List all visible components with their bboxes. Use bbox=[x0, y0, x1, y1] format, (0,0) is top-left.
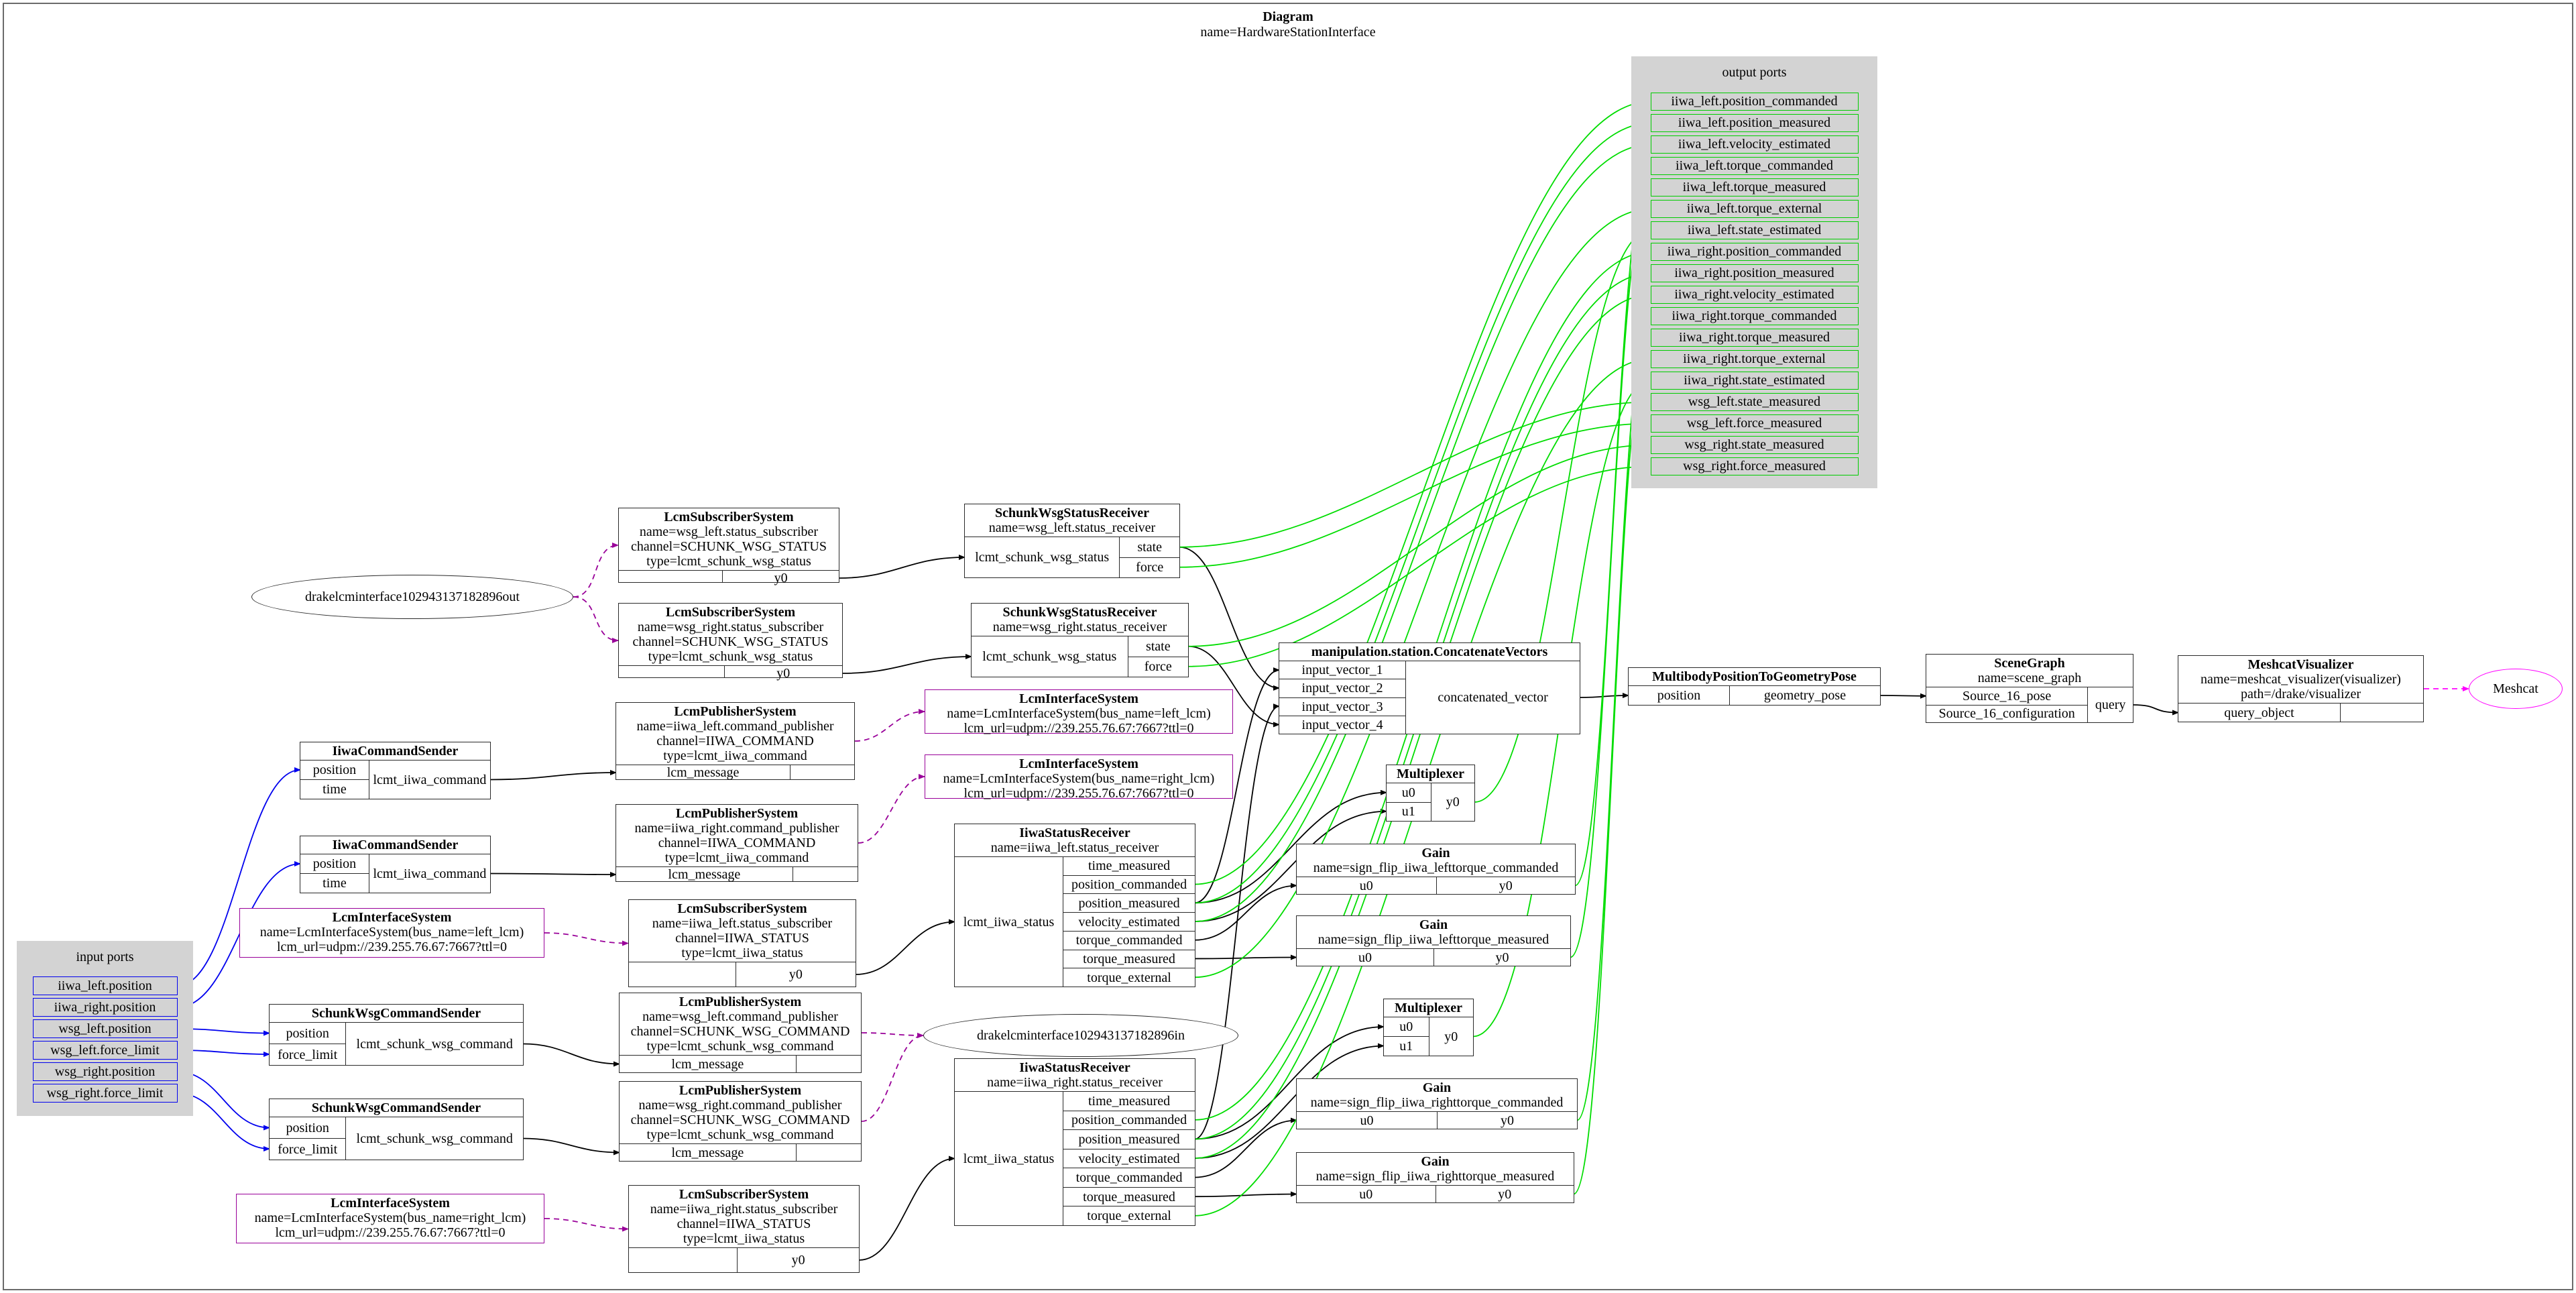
edge-black bbox=[523, 1044, 620, 1064]
input-ports-port-item: wsg_right.force_limit bbox=[33, 1084, 178, 1103]
input-port-lcm_message: lcm_message bbox=[671, 1145, 744, 1160]
output-ports-panel-label: output ports bbox=[1722, 65, 1787, 80]
node-title: IiwaStatusReceiver bbox=[1019, 1060, 1130, 1075]
node-subtitle: channel=IIWA_STATUS bbox=[675, 931, 809, 946]
node-iiwa_left_recv bbox=[954, 824, 1195, 987]
edge-green bbox=[1179, 424, 1651, 567]
node-header bbox=[972, 604, 1188, 636]
output-port-state: state bbox=[1137, 539, 1163, 555]
edge-black bbox=[856, 922, 955, 975]
node-iiwa_cmd_sender_r bbox=[300, 836, 491, 893]
input-port-u1: u1 bbox=[1384, 1036, 1429, 1056]
node-title: Gain bbox=[1421, 846, 1450, 860]
node-subtitle: name=LcmInterfaceSystem(bus_name=left_lcm) bbox=[259, 925, 524, 940]
output-port-torque_external: torque_external bbox=[1063, 1206, 1195, 1225]
output-port-position_measured: position_measured bbox=[1063, 1129, 1195, 1149]
edge-black bbox=[1880, 695, 1926, 696]
node-header bbox=[240, 909, 544, 956]
node-subtitle: name=scene_graph bbox=[1977, 671, 2082, 685]
node-title: LcmPublisherSystem bbox=[674, 704, 797, 719]
edge-purple bbox=[855, 712, 925, 741]
node-header bbox=[1629, 668, 1880, 685]
node-subtitle: name=sign_flip_iiwa_lefttorque_commanded bbox=[1313, 860, 1559, 875]
input-port-u0: u0 bbox=[1359, 1186, 1373, 1202]
input-port-u0: u0 bbox=[1359, 878, 1373, 893]
output-ports-port-item: wsg_right.state_measured bbox=[1651, 436, 1859, 454]
node-title: manipulation.station.ConcatenateVectors bbox=[1311, 644, 1548, 659]
node-header bbox=[1297, 916, 1570, 948]
output-ports-port-item: iiwa_left.torque_measured bbox=[1651, 178, 1859, 196]
input-port-time: time bbox=[300, 779, 369, 799]
node-header bbox=[270, 1099, 523, 1117]
input-ports-port-item: wsg_right.position bbox=[33, 1062, 178, 1081]
node-subtitle: type=lcmt_iiwa_status bbox=[683, 1231, 805, 1246]
node-title: IiwaCommandSender bbox=[332, 838, 459, 852]
input-port-input_vector_4: input_vector_4 bbox=[1279, 716, 1405, 734]
input-port-input_vector_1: input_vector_1 bbox=[1301, 663, 1383, 678]
ellipse-ell_out: drakelcminterface102943137182896out bbox=[251, 575, 573, 619]
node-subtitle: lcm_url=udpm://239.255.76.67:7667?ttl=0 bbox=[275, 1225, 506, 1240]
output-port-y0: y0 bbox=[776, 666, 791, 681]
node-subtitle: lcm_url=udpm://239.255.76.67:7667?ttl=0 bbox=[963, 786, 1194, 801]
node-header bbox=[270, 1005, 523, 1022]
node-title: SceneGraph bbox=[1994, 656, 2065, 671]
node-subtitle: name=wsg_left.command_publisher bbox=[642, 1009, 838, 1024]
node-header bbox=[300, 742, 490, 760]
input-ports-panel bbox=[17, 941, 193, 1116]
edge-black bbox=[490, 773, 616, 780]
node-title: IiwaStatusReceiver bbox=[1019, 826, 1130, 840]
edge-black bbox=[1195, 1121, 1297, 1178]
node-wsg_cmd_sender_l bbox=[269, 1004, 524, 1066]
output-port-time_measured: time_measured bbox=[1088, 858, 1171, 874]
output-port-velocity_estimated: velocity_estimated bbox=[1063, 912, 1195, 931]
output-port-lcmt_iiwa_command: lcmt_iiwa_command bbox=[373, 866, 487, 881]
node-subtitle: name=sign_flip_iiwa_lefttorque_measured bbox=[1318, 932, 1549, 947]
edge-black bbox=[2133, 705, 2178, 713]
node-title: LcmSubscriberSystem bbox=[679, 1187, 809, 1202]
node-mux_r bbox=[1383, 999, 1474, 1056]
input-port-position: position bbox=[286, 1025, 329, 1041]
edge-black bbox=[1580, 695, 1629, 697]
node-title: LcmSubscriberSystem bbox=[677, 901, 807, 916]
input-port-lcm_message: lcm_message bbox=[668, 867, 741, 882]
node-subtitle: name=wsg_right.status_subscriber bbox=[637, 620, 824, 634]
node-header bbox=[629, 1186, 859, 1247]
node-header bbox=[955, 824, 1195, 856]
node-header bbox=[2178, 656, 2423, 703]
node-subtitle: name=wsg_right.status_receiver bbox=[992, 620, 1167, 634]
edge-black bbox=[859, 1159, 955, 1261]
node-title: LcmInterfaceSystem bbox=[331, 1196, 450, 1211]
node-gain_l_cmd bbox=[1296, 844, 1576, 895]
node-wsg_right_sub bbox=[618, 603, 843, 681]
output-port-geometry_pose: geometry_pose bbox=[1763, 688, 1847, 703]
node-subtitle: channel=SCHUNK_WSG_STATUS bbox=[632, 634, 829, 649]
node-subtitle: type=lcmt_schunk_wsg_command bbox=[646, 1127, 834, 1142]
output-port-lcmt_schunk_wsg_command: lcmt_schunk_wsg_command bbox=[356, 1036, 513, 1052]
ellipse-meshcat_ell: Meshcat bbox=[2469, 669, 2563, 709]
input-port-position: position bbox=[312, 856, 357, 871]
edge-purple bbox=[862, 1033, 923, 1035]
node-gain_r_meas bbox=[1296, 1152, 1574, 1203]
diagram-title-line2: name=HardwareStationInterface bbox=[1200, 25, 1376, 40]
node-iiwa_cmd_sender_l bbox=[300, 742, 491, 799]
node-title: LcmInterfaceSystem bbox=[332, 910, 452, 925]
input-port-u0: u0 bbox=[1360, 1113, 1374, 1128]
edge-black bbox=[1195, 886, 1297, 940]
input-port-u1: u1 bbox=[1387, 802, 1431, 822]
input-port-position: position bbox=[1657, 688, 1701, 703]
node-header bbox=[616, 805, 858, 866]
edge-purple bbox=[544, 1219, 628, 1229]
node-header bbox=[1279, 643, 1580, 661]
node-subtitle: channel=IIWA_COMMAND bbox=[658, 836, 816, 850]
node-gain_l_meas bbox=[1296, 915, 1571, 966]
output-port-concatenated_vector: concatenated_vector bbox=[1438, 690, 1548, 705]
node-header bbox=[1297, 1079, 1577, 1111]
node-iiwa_left_pub bbox=[616, 702, 855, 780]
input-port-lcm_message: lcm_message bbox=[666, 765, 740, 780]
edge-green bbox=[1188, 445, 1651, 646]
input-port-input_vector_2: input_vector_2 bbox=[1279, 679, 1405, 697]
output-port-position_commanded: position_commanded bbox=[1063, 1111, 1195, 1130]
node-subtitle: name=meshcat_visualizer(visualizer) bbox=[2201, 672, 2401, 687]
node-wsg_left_sub bbox=[618, 508, 839, 583]
node-mux_l bbox=[1386, 765, 1475, 822]
node-subtitle: channel=SCHUNK_WSG_COMMAND bbox=[630, 1024, 850, 1039]
node-title: SchunkWsgStatusReceiver bbox=[1002, 605, 1157, 620]
node-lcm_if_right_mid bbox=[925, 754, 1233, 799]
node-header bbox=[925, 690, 1232, 737]
edge-black bbox=[839, 557, 965, 578]
input-port-input_vector_3: input_vector_3 bbox=[1279, 697, 1405, 716]
output-port-y0: y0 bbox=[1499, 878, 1513, 893]
output-ports-port-item: iiwa_left.torque_external bbox=[1651, 200, 1859, 218]
node-header bbox=[620, 1082, 861, 1143]
node-subtitle: channel=IIWA_COMMAND bbox=[656, 734, 814, 748]
node-header bbox=[925, 755, 1232, 802]
input-port-time: time bbox=[300, 873, 369, 893]
output-port-state: state bbox=[1145, 638, 1171, 654]
node-subtitle: name=wsg_right.command_publisher bbox=[638, 1098, 842, 1113]
edge-green bbox=[1179, 402, 1651, 547]
node-wsg_right_recv bbox=[971, 603, 1189, 677]
input-port-query_object: query_object bbox=[2224, 705, 2294, 720]
input-port-lcmt_schunk_wsg_status: lcmt_schunk_wsg_status bbox=[975, 550, 1110, 565]
node-subtitle: name=sign_flip_iiwa_righttorque_measured bbox=[1315, 1169, 1555, 1184]
output-ports-port-item: iiwa_left.torque_commanded bbox=[1651, 157, 1859, 175]
output-port-y0: y0 bbox=[1498, 1186, 1512, 1202]
node-lcm_if_left_mid bbox=[925, 689, 1233, 734]
edge-black bbox=[1195, 958, 1297, 959]
node-title: LcmInterfaceSystem bbox=[1019, 691, 1138, 706]
input-ports-port-item: iiwa_right.position bbox=[33, 998, 178, 1017]
output-port-time_measured: time_measured bbox=[1088, 1093, 1171, 1109]
node-title: IiwaCommandSender bbox=[332, 744, 459, 758]
diagram-title-line1: Diagram bbox=[1263, 9, 1313, 24]
input-ports-panel-label: input ports bbox=[76, 950, 134, 964]
output-port-y0: y0 bbox=[1446, 795, 1460, 809]
input-ports-port-item: iiwa_left.position bbox=[33, 976, 178, 995]
output-ports-port-item: iiwa_left.position_commanded bbox=[1651, 93, 1859, 111]
output-ports-port-item: iiwa_right.position_measured bbox=[1651, 264, 1859, 282]
node-header bbox=[1384, 999, 1473, 1017]
node-subtitle: type=lcmt_schunk_wsg_command bbox=[646, 1039, 834, 1054]
output-port-query: query bbox=[2095, 697, 2126, 712]
node-title: LcmPublisherSystem bbox=[679, 1083, 802, 1098]
node-subtitle: name=LcmInterfaceSystem(bus_name=right_lcm) bbox=[943, 771, 1215, 786]
output-ports-port-item: wsg_left.state_measured bbox=[1651, 393, 1859, 411]
node-header bbox=[629, 900, 856, 962]
node-header bbox=[965, 504, 1179, 537]
edge-purple bbox=[862, 1035, 923, 1121]
node-subtitle: type=lcmt_schunk_wsg_status bbox=[648, 649, 813, 664]
node-subtitle: type=lcmt_iiwa_command bbox=[664, 850, 809, 865]
node-title: Multiplexer bbox=[1394, 1001, 1463, 1015]
output-ports-port-item: wsg_left.force_measured bbox=[1651, 414, 1859, 433]
output-port-force: force bbox=[1120, 557, 1179, 578]
edge-purple bbox=[544, 933, 628, 944]
node-iiwa_left_status_sub bbox=[628, 899, 856, 987]
ellipse-ell_in: drakelcminterface102943137182896in bbox=[923, 1014, 1238, 1057]
node-subtitle: type=lcmt_iiwa_command bbox=[663, 748, 807, 763]
output-port-y0: y0 bbox=[1501, 1113, 1514, 1128]
node-title: SchunkWsgStatusReceiver bbox=[994, 506, 1149, 520]
node-title: MultibodyPositionToGeometryPose bbox=[1652, 669, 1857, 684]
input-ports-port-item: wsg_left.force_limit bbox=[33, 1041, 178, 1060]
output-port-y0: y0 bbox=[774, 571, 788, 585]
output-ports-port-item: wsg_right.force_measured bbox=[1651, 457, 1859, 475]
output-port-y0: y0 bbox=[1495, 950, 1509, 965]
edge-green bbox=[1188, 467, 1651, 667]
output-port-position_commanded: position_commanded bbox=[1063, 875, 1195, 894]
node-wsg_right_pub bbox=[619, 1081, 862, 1162]
output-ports-port-item: iiwa_left.position_measured bbox=[1651, 114, 1859, 132]
node-meshcat_vis bbox=[2178, 655, 2424, 722]
node-header bbox=[616, 703, 854, 765]
node-wsg_left_recv bbox=[964, 504, 1180, 578]
node-subtitle: name=iiwa_right.status_receiver bbox=[987, 1075, 1163, 1090]
input-port-force_limit: force_limit bbox=[270, 1138, 345, 1160]
edge-black bbox=[1195, 1194, 1297, 1197]
output-port-lcmt_schunk_wsg_command: lcmt_schunk_wsg_command bbox=[356, 1131, 513, 1146]
node-title: LcmPublisherSystem bbox=[679, 995, 802, 1009]
input-port-lcmt_iiwa_status: lcmt_iiwa_status bbox=[963, 914, 1055, 930]
output-port-force: force bbox=[1128, 657, 1188, 677]
output-ports-panel bbox=[1631, 56, 1877, 488]
node-title: Multiplexer bbox=[1396, 767, 1465, 781]
output-port-torque_measured: torque_measured bbox=[1063, 1187, 1195, 1206]
input-port-u0: u0 bbox=[1399, 1019, 1413, 1034]
node-title: LcmInterfaceSystem bbox=[1019, 756, 1138, 771]
node-title: SchunkWsgCommandSender bbox=[311, 1101, 481, 1115]
node-subtitle: path=/drake/visualizer bbox=[2241, 687, 2361, 701]
node-lcm_if_right bbox=[236, 1194, 544, 1243]
node-header bbox=[620, 993, 861, 1055]
node-subtitle: name=LcmInterfaceSystem(bus_name=right_lcm) bbox=[254, 1211, 526, 1225]
node-header bbox=[619, 508, 839, 570]
node-subtitle: name=iiwa_left.status_subscriber bbox=[652, 916, 833, 931]
output-port-y0: y0 bbox=[1444, 1029, 1458, 1044]
edge-black bbox=[490, 874, 616, 875]
node-title: LcmPublisherSystem bbox=[675, 806, 799, 821]
node-iiwa_right_status_sub bbox=[628, 1185, 860, 1273]
node-header bbox=[300, 836, 490, 854]
input-ports-port-item: wsg_left.position bbox=[33, 1019, 178, 1038]
node-subtitle: type=lcmt_schunk_wsg_status bbox=[646, 554, 811, 569]
node-subtitle: name=LcmInterfaceSystem(bus_name=left_lcm) bbox=[947, 706, 1211, 721]
node-title: Gain bbox=[1422, 1080, 1452, 1095]
output-ports-port-item: iiwa_right.torque_commanded bbox=[1651, 307, 1859, 325]
output-port-y0: y0 bbox=[788, 967, 803, 982]
input-port-lcm_message: lcm_message bbox=[671, 1056, 744, 1072]
edge-black bbox=[523, 1139, 620, 1153]
node-subtitle: channel=SCHUNK_WSG_COMMAND bbox=[630, 1113, 850, 1127]
output-port-torque_measured: torque_measured bbox=[1063, 950, 1195, 968]
input-port-Source_16_pose: Source_16_pose bbox=[1963, 688, 2052, 704]
node-header bbox=[237, 1194, 544, 1241]
node-subtitle: lcm_url=udpm://239.255.76.67:7667?ttl=0 bbox=[963, 721, 1194, 736]
node-m2g bbox=[1628, 667, 1881, 706]
node-subtitle: channel=SCHUNK_WSG_STATUS bbox=[631, 539, 827, 554]
node-title: SchunkWsgCommandSender bbox=[311, 1006, 481, 1021]
node-header bbox=[1297, 1153, 1574, 1185]
node-header bbox=[955, 1059, 1195, 1091]
node-title: Gain bbox=[1421, 1154, 1450, 1169]
output-ports-port-item: iiwa_right.state_estimated bbox=[1651, 372, 1859, 390]
node-subtitle: name=iiwa_left.command_publisher bbox=[636, 719, 834, 734]
output-port-position_measured: position_measured bbox=[1063, 893, 1195, 912]
output-ports-port-item: iiwa_right.velocity_estimated bbox=[1651, 286, 1859, 304]
node-title: MeshcatVisualizer bbox=[2247, 657, 2354, 672]
node-lcm_if_left bbox=[239, 908, 544, 958]
input-port-position: position bbox=[312, 763, 357, 777]
input-port-lcmt_schunk_wsg_status: lcmt_schunk_wsg_status bbox=[982, 649, 1117, 664]
output-port-torque_commanded: torque_commanded bbox=[1063, 1168, 1195, 1187]
node-title: LcmSubscriberSystem bbox=[664, 510, 794, 524]
output-ports-port-item: iiwa_left.state_estimated bbox=[1651, 221, 1859, 239]
output-port-y0: y0 bbox=[791, 1253, 805, 1268]
node-header bbox=[619, 604, 842, 665]
node-header bbox=[1926, 655, 2133, 687]
node-iiwa_right_recv bbox=[954, 1058, 1195, 1226]
output-ports-port-item: iiwa_right.position_commanded bbox=[1651, 243, 1859, 261]
input-port-position: position bbox=[286, 1120, 329, 1135]
edge-purple bbox=[573, 545, 618, 597]
node-subtitle: name=iiwa_right.status_subscriber bbox=[650, 1202, 838, 1217]
output-port-torque_commanded: torque_commanded bbox=[1063, 931, 1195, 950]
edge-purple bbox=[573, 597, 618, 640]
node-subtitle: channel=IIWA_STATUS bbox=[677, 1217, 811, 1231]
output-port-velocity_estimated: velocity_estimated bbox=[1063, 1149, 1195, 1168]
input-port-Source_16_configuration: Source_16_configuration bbox=[1926, 705, 2087, 723]
output-ports-port-item: iiwa_right.torque_external bbox=[1651, 350, 1859, 368]
edge-purple bbox=[858, 777, 925, 843]
output-port-torque_external: torque_external bbox=[1063, 968, 1195, 987]
node-subtitle: type=lcmt_iiwa_status bbox=[681, 946, 803, 960]
node-gain_r_cmd bbox=[1296, 1078, 1578, 1129]
node-iiwa_right_pub bbox=[616, 804, 858, 882]
node-header bbox=[1297, 844, 1575, 877]
input-port-lcmt_iiwa_status: lcmt_iiwa_status bbox=[963, 1151, 1055, 1166]
node-subtitle: name=iiwa_left.status_receiver bbox=[990, 840, 1159, 855]
node-scene_graph bbox=[1926, 654, 2133, 723]
node-wsg_left_pub bbox=[619, 993, 862, 1073]
node-subtitle: name=wsg_left.status_receiver bbox=[988, 520, 1156, 535]
node-subtitle: name=iiwa_right.command_publisher bbox=[634, 821, 839, 836]
output-ports-port-item: iiwa_left.velocity_estimated bbox=[1651, 135, 1859, 154]
input-port-force_limit: force_limit bbox=[270, 1044, 345, 1065]
node-subtitle: name=wsg_left.status_subscriber bbox=[639, 524, 819, 539]
node-concat bbox=[1279, 642, 1580, 734]
input-port-u0: u0 bbox=[1401, 785, 1415, 800]
input-port-u0: u0 bbox=[1358, 950, 1372, 965]
node-title: LcmSubscriberSystem bbox=[665, 605, 796, 620]
output-port-lcmt_iiwa_command: lcmt_iiwa_command bbox=[373, 772, 487, 787]
node-title: Gain bbox=[1419, 917, 1448, 932]
node-subtitle: lcm_url=udpm://239.255.76.67:7667?ttl=0 bbox=[276, 940, 508, 954]
edge-black bbox=[842, 657, 972, 673]
output-ports-port-item: iiwa_right.torque_measured bbox=[1651, 329, 1859, 347]
node-header bbox=[1387, 765, 1474, 783]
node-subtitle: name=sign_flip_iiwa_righttorque_commanded bbox=[1310, 1095, 1564, 1110]
node-wsg_cmd_sender_r bbox=[269, 1099, 524, 1160]
